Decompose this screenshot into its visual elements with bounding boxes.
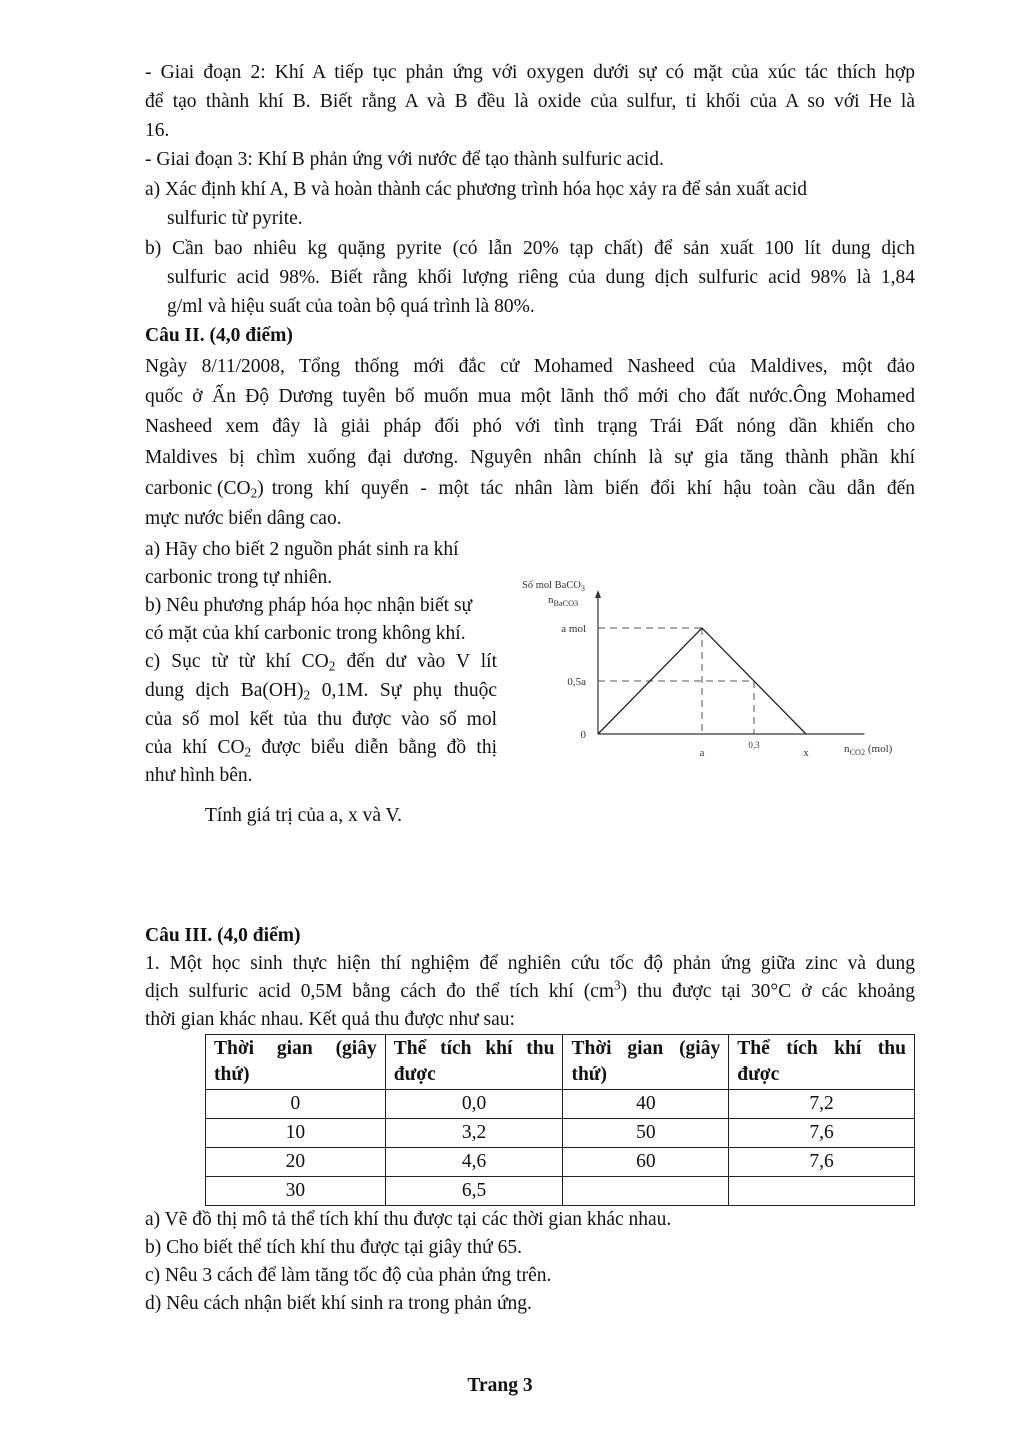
carbonic-prefix: carbonic (CO xyxy=(145,478,251,499)
q2-para-line-4: Maldives bị chìm xuống đại dương. Nguyên nhân chính là sự gia tăng thành phần khí xyxy=(145,447,915,468)
intro-line-4: - Giai đoạn 3: Khí B phản ứng với nước để tạo thành sulfuric acid. xyxy=(145,149,664,170)
q1-part-a-line-1: a) Xác định khí A, B và hoàn thành các phương trình hóa học xảy ra để sản xuất acid xyxy=(145,179,808,200)
q3-item-a: a) Vẽ đồ thị mô tả thể tích khí thu được tại các thời gian khác nhau. xyxy=(145,1209,672,1230)
q3-line-2 xyxy=(145,979,915,1005)
q2-c-line-1 xyxy=(145,649,497,675)
q2-c-line-3: của số mol kết tủa thu được vào số mol xyxy=(145,709,497,730)
q1-part-a-line-2: sulfuric từ pyrite. xyxy=(167,208,303,229)
q2-para-line-2: quốc ở Ấn Độ Dương tuyên bố muốn mua một lãnh thổ mới cho đất nước.Ông Mohamed xyxy=(145,386,915,407)
chart-layer xyxy=(522,580,893,759)
q2-c2-sub: 2 xyxy=(303,687,311,703)
table-cell xyxy=(729,1177,915,1206)
table-cell: 0,0 xyxy=(385,1090,563,1119)
q3-item-c: c) Nêu 3 cách để làm tăng tốc độ của phản ứng trên. xyxy=(145,1265,552,1286)
q2-c2-pre: dung dịch Ba(OH) xyxy=(145,680,304,701)
q2-a-line-2: carbonic trong tự nhiên. xyxy=(145,567,333,588)
x-axis-label: $n_{CO2}$ (mol) xyxy=(844,743,893,757)
header-time-1-l2: thứ) xyxy=(214,1064,250,1085)
q3-title: Câu III. (4,0 điểm) xyxy=(145,925,301,946)
header-volume-2 xyxy=(729,1035,915,1090)
q3-item-b: b) Cho biết thể tích khí thu được tại giây thứ 65. xyxy=(145,1237,522,1258)
gas-volume-table xyxy=(205,1034,915,1206)
q2-c-line-5: như hình bên. xyxy=(145,765,253,786)
q2-c4-pre: của khí CO xyxy=(145,737,245,758)
table-row xyxy=(206,1148,915,1177)
table-cell: 4,6 xyxy=(385,1148,563,1177)
x-tick-label: a xyxy=(699,747,705,759)
table-cell: 6,5 xyxy=(385,1177,563,1206)
header-volume-2-l1: Thể tích khí thu xyxy=(737,1038,906,1059)
table-cell: 7,6 xyxy=(729,1119,915,1148)
q2-para-line-5-rest: trong khí quyển - một tác nhân làm biến đổi khí hậu toàn cầu dẫn đến xyxy=(271,478,915,499)
table-cell xyxy=(563,1177,729,1206)
y-axis-top-label: Số mol BaCO$_3$ xyxy=(522,580,585,593)
table-row xyxy=(206,1177,915,1206)
table-cell: 10 xyxy=(206,1119,386,1148)
table-cell: 50 xyxy=(563,1119,729,1148)
table-cell: 60 xyxy=(563,1148,729,1177)
q3-line2-post: ) thu được tại 30°C ở các khoảng xyxy=(620,981,915,1002)
page-footer: Trang 3 xyxy=(467,1375,533,1396)
table-cell: 20 xyxy=(206,1148,386,1177)
intro-line-1: - Giai đoạn 2: Khí A tiếp tục phản ứng với oxygen dưới sự có mặt của xúc tác thích hợp xyxy=(145,62,915,83)
table-header-row xyxy=(206,1035,915,1090)
q2-c2-post: 0,1M. Sự phụ thuộc xyxy=(310,680,498,701)
table-cell: 7,2 xyxy=(729,1090,915,1119)
y-axis-arrow xyxy=(595,590,601,598)
y-tick-label: 0,5a xyxy=(567,676,586,688)
q3-item-d: d) Nêu cách nhận biết khí sinh ra trong phản ứng. xyxy=(145,1293,532,1314)
q2-c1-post: đến dư vào V lít xyxy=(335,651,497,672)
q2-c-line-4 xyxy=(145,735,497,761)
y-tick-label: 0 xyxy=(580,729,586,741)
q1-part-b-line-1: b) Cần bao nhiêu kg quặng pyrite (có lẫn 20% tạp chất) để sản xuất 100 lít dung dịch xyxy=(145,238,915,259)
q1-part-b-line-2: sulfuric acid 98%. Biết rằng khối lượng riêng của dung dịch sulfuric acid 98% là 1,84 xyxy=(167,267,915,288)
header-volume-1-l1: Thể tích khí thu xyxy=(393,1038,555,1059)
y-tick-label: a mol xyxy=(561,623,586,635)
q3-line2-pre: dịch sulfuric acid 0,5M bằng cách đo thể tích khí (cm xyxy=(145,981,615,1002)
table-cell: 30 xyxy=(206,1177,386,1206)
x-tick-label: x xyxy=(803,747,809,759)
q2-c1-pre: c) Sục từ từ khí CO xyxy=(145,651,329,672)
table-row xyxy=(206,1090,915,1119)
q3-line-3: thời gian khác nhau. Kết quả thu được như sau: xyxy=(145,1009,515,1030)
header-time-1-l1: Thời gian (giây xyxy=(214,1038,377,1059)
header-volume-1 xyxy=(385,1035,563,1090)
y-axis-label: $n_{BaCO3}$ xyxy=(548,594,579,608)
q2-b-line-1: b) Nêu phương pháp hóa học nhận biết sự xyxy=(145,595,473,616)
q2-a-line-1: a) Hãy cho biết 2 nguồn phát sinh ra khí xyxy=(145,539,459,560)
q2-c1-sub: 2 xyxy=(328,658,336,674)
q2-para-line-1: Ngày 8/11/2008, Tổng thống mới đắc cử Mohamed Nasheed của Maldives, một đảo xyxy=(145,356,915,377)
header-time-2-l2: thứ) xyxy=(571,1064,608,1085)
x-tick-label: 0,3 xyxy=(748,740,760,750)
table-cell: 7,6 xyxy=(729,1148,915,1177)
carbonic-sub: 2 xyxy=(250,485,258,501)
carbonic-suffix: ) xyxy=(257,478,264,499)
q2-para-line-6: mực nước biển dâng cao. xyxy=(145,508,342,529)
carbonic-formula xyxy=(145,476,264,502)
intro-line-2: để tạo thành khí B. Biết rằng A và B đều là oxide của sulfur, tỉ khối của A so với He là xyxy=(145,91,915,112)
header-volume-1-l2: được xyxy=(393,1064,436,1085)
q2-c4-post: được biểu diễn bằng đồ thị xyxy=(251,737,497,758)
q2-para-line-5 xyxy=(145,476,915,502)
q2-para-line-3: Nasheed xem đây là giải pháp đối phó với tình trạng Trái Đất nóng dần khiến cho xyxy=(145,416,915,437)
q2-compute: Tính giá trị của a, x và V. xyxy=(205,805,402,826)
q2-title: Câu II. (4,0 điểm) xyxy=(145,325,293,346)
q2-b-line-2: có mặt của khí carbonic trong không khí. xyxy=(145,623,466,644)
q3-line2-sup: 3 xyxy=(614,977,621,993)
table-cell: 40 xyxy=(563,1090,729,1119)
q2-c4-sub: 2 xyxy=(244,744,252,760)
baco3-chart xyxy=(510,570,930,770)
header-time-2 xyxy=(563,1035,729,1090)
intro-line-3: 16. xyxy=(145,120,170,141)
q3-line-1: 1. Một học sinh thực hiện thí nghiệm để nghiên cứu tốc độ phản ứng giữa zinc và dung xyxy=(145,953,915,974)
header-time-1 xyxy=(206,1035,386,1090)
header-time-2-l1: Thời gian (giây xyxy=(571,1038,721,1059)
header-volume-2-l2: được xyxy=(737,1064,780,1085)
table-cell: 0 xyxy=(206,1090,386,1119)
q2-c-line-2 xyxy=(145,678,497,704)
table-cell: 3,2 xyxy=(385,1119,563,1148)
q1-part-b-line-3: g/ml và hiệu suất của toàn bộ quá trình là 80%. xyxy=(167,296,535,317)
table-row xyxy=(206,1119,915,1148)
